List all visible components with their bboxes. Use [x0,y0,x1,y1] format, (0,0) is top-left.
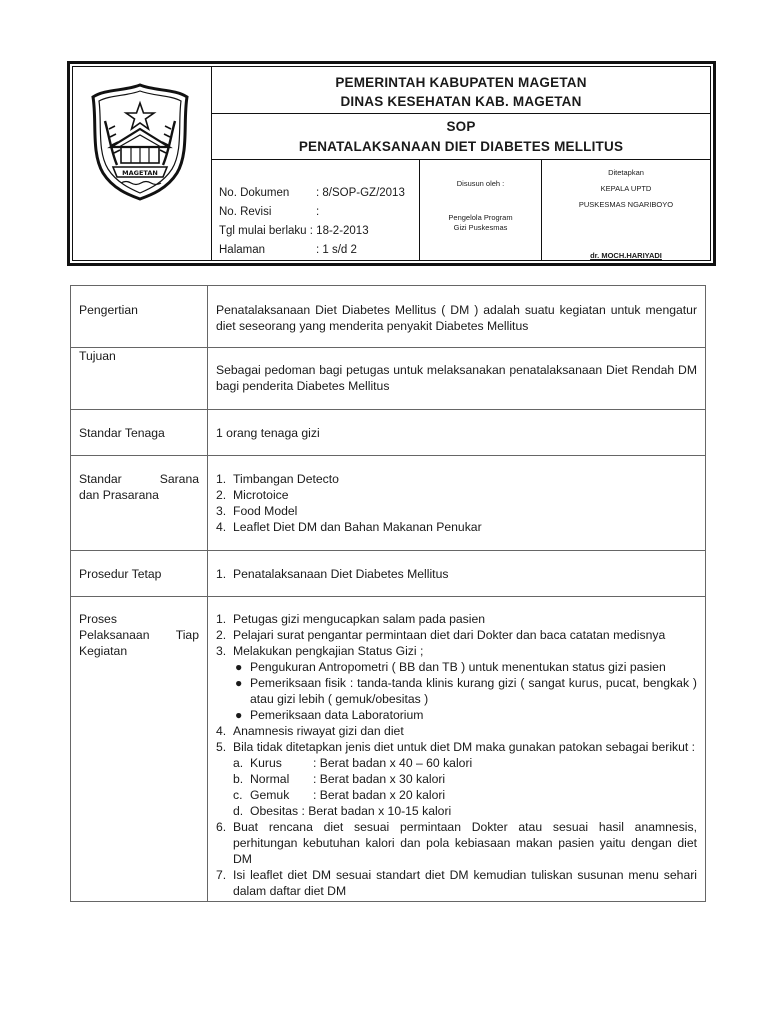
department-name: DINAS KESEHATAN KAB. MAGETAN [340,94,582,109]
sop-header [67,61,716,266]
step-item: 1. Petugas gizi mengucapkan salam pada pasien [216,612,486,626]
prepared-by-line2: Gizi Puskesmas [453,223,508,232]
calorie-guidelines [233,755,697,819]
signatory-name: dr. MOCH.HARIYADI [590,251,662,260]
government-name: PEMERINTAH KABUPATEN MAGETAN [335,75,587,90]
magetan-crest-icon [87,81,193,201]
assessment-bullets [233,659,697,723]
approved-by [542,160,710,260]
document-title [212,113,710,160]
list-item: 1. Timbangan Detecto [216,472,339,486]
row-standar-sarana [71,456,706,551]
step-item: 4. Anamnesis riwayat gizi dan diet [216,724,404,738]
label-pengertian: Pengertian [71,286,208,348]
prosedur-list [208,551,706,597]
step-item: 7. Isi leaflet diet DM sesuai standart diet DM kemudian tuliskan susunan menu sehari dalam daftar diet DM [216,868,697,898]
sop-label: SOP [446,119,476,134]
svg-text:MAGETAN: MAGETAN [122,169,158,177]
row-pengertian [71,286,706,348]
label-prosedur-tetap: Prosedur Tetap [71,551,208,597]
prepared-by-line1: Pengelola Program [448,213,513,222]
list-item: 4. Leaflet Diet DM dan Bahan Makanan Penukar [216,520,482,534]
sop-content-table [70,285,706,902]
bullet-item: ● Pemeriksaan fisik : tanda-tanda klinis kurang gizi ( sangat kurus, pucat, bengkak ) atau gizi lebih ( gemuk/obesitas ) [235,676,697,706]
step-item: 2. Pelajari surat pengantar permintaan diet dari Dokter dan baca catatan medisnya [216,628,666,642]
text-standar-tenaga: 1 orang tenaga gizi [208,410,706,456]
list-item: 3. Food Model [216,504,298,518]
text-pengertian: Penatalaksanaan Diet Diabetes Mellitus ( DM ) adalah suatu kegiatan untuk mengatur diet seseorang yang menderita penyakit Diabetes Mellitus [208,286,706,348]
agency-title [212,67,710,113]
guideline-item: d. Obesitas : Berat badan x 10-15 kalori [233,804,452,818]
label-standar-tenaga: Standar Tenaga [71,410,208,456]
bullet-item: ● Pemeriksaan data Laboratorium [235,708,424,722]
step-item: 6. Buat rencana diet sesuai permintaan Dokter atau sesuai hasil anamnesis, perhitungan kebutuhan kalori dan pola kebiasaan makan pasien yaitu dengan diet DM [216,820,697,866]
approved-label: Ditetapkan [608,168,644,177]
approver-office: PUSKESMAS NGARIBOYO [578,200,674,209]
proses-steps [208,597,706,902]
sarana-list [208,456,706,551]
list-item: 2. Microtoice [216,488,289,502]
row-proses [71,597,706,902]
row-prosedur-tetap [71,551,706,597]
procedure-title: PENATALAKSANAAN DIET DIABETES MELLITUS [298,139,624,154]
meta-revision: No. Revisi : [219,206,320,218]
label-standar-sarana: Standar Sarana dan Prasarana [71,456,208,551]
prepared-by-label: Disusun oleh : [456,179,505,188]
label-tujuan: Tujuan [71,348,208,410]
meta-pages: Halaman : 1 s/d 2 [219,244,357,256]
label-proses: Proses Pelaksanaan Tiap Kegiatan [71,597,208,902]
row-tujuan [71,348,706,410]
text-tujuan: Sebagai pedoman bagi petugas untuk melaksanakan penatalaksanaan Diet Rendah DM bagi penderita Diabetes Mellitus [208,348,706,410]
guideline-item: c. Gemuk : Berat badan x 20 kalori [233,788,446,802]
meta-effective-date: Tgl mulai berlaku : 18-2-2013 [219,225,369,237]
step-item: 5. Bila tidak ditetapkan jenis diet untuk diet DM maka gunakan patokan sebagai berikut : a. Kurus : Berat badan x 40 – 60 kalori b. Normal : Berat badan x 30 kalori c. Gemuk : Berat badan x 20 kalori d. Obesitas : Berat badan x 10-15 kalori [216,740,696,818]
bullet-item: ● Pengukuran Antropometri ( BB dan TB ) untuk menentukan status gizi pasien [235,660,666,674]
meta-doc-number: No. Dokumen : 8/SOP-GZ/2013 [219,187,405,199]
approver-title: KEPALA UPTD [600,184,652,193]
prepared-by [420,160,542,260]
step-item: 3. Melakukan pengkajian Status Gizi ; ● Pengukuran Antropometri ( BB dan TB ) untuk menentukan status gizi pasien ● Pemeriksaan fisik : tanda-tanda klinis kurang gizi ( sangat kurus, pucat, bengkak ) atau gizi lebih ( gemuk/obesitas ) ● Pemeriksaan data Laboratorium [216,644,697,722]
document-meta [212,160,420,260]
list-item: 1. Penatalaksanaan Diet Diabetes Mellitus [216,567,449,581]
guideline-item: a. Kurus : Berat badan x 40 – 60 kalori [233,756,473,770]
guideline-item: b. Normal : Berat badan x 30 kalori [233,772,446,786]
row-standar-tenaga [71,410,706,456]
logo-cell [73,67,212,260]
